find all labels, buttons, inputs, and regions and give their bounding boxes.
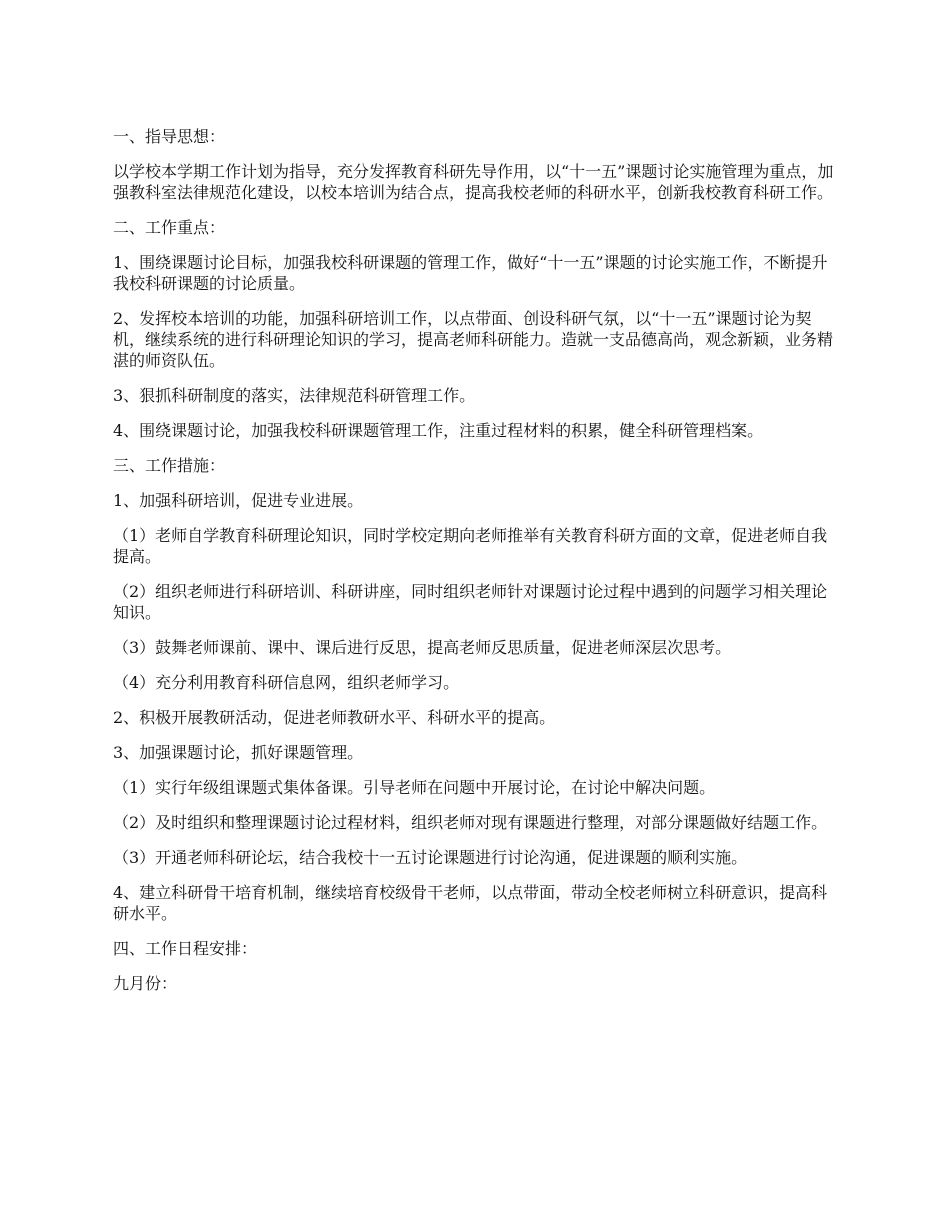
paragraph-measure-3-sub-2: （2）及时组织和整理课题讨论过程材料，组织老师对现有课题进行整理，对部分课题做好结题工作。 bbox=[113, 813, 828, 832]
paragraph-measure-2: 2、积极开展教研活动，促进老师教研水平、科研水平的提高。 bbox=[113, 708, 556, 727]
paragraph-focus-3: 3、狠抓科研制度的落实，法律规范科研管理工作。 bbox=[113, 386, 476, 405]
paragraph-measure-1-sub-3: （3）鼓舞老师课前、课中、课后进行反思，提高老师反思质量，促进老师深层次思考。 bbox=[113, 638, 732, 657]
paragraph-guiding-ideology: 以学校本学期工作计划为指导，充分发挥教育科研先导作用，以“十一五”课题讨论实施管理为重点，加强教科室法律规范化建设，以校本培训为结合点，提高我校老师的科研水平，创新我校教育科研工作。 bbox=[113, 162, 834, 202]
paragraph-measure-1: 1、加强科研培训，促进专业进展。 bbox=[113, 491, 364, 510]
section-heading-work-focus: 二、工作重点： bbox=[113, 218, 226, 237]
document-body bbox=[113, 126, 840, 1008]
paragraph-focus-4: 4、围绕课题讨论，加强我校科研课题管理工作，注重过程材料的积累，健全科研管理档案。 bbox=[113, 421, 764, 440]
paragraph-measure-4: 4、建立科研骨干培育机制，继续培育校级骨干老师，以点带面，带动全校老师树立科研意识，提高科研水平。 bbox=[113, 883, 828, 923]
section-heading-guiding-ideology: 一、指导思想： bbox=[113, 127, 226, 146]
paragraph-measure-3-sub-1: （1）实行年级组课题式集体备课。引导老师在问题中开展讨论，在讨论中解决问题。 bbox=[113, 778, 716, 797]
paragraph-focus-1: 1、围绕课题讨论目标，加强我校科研课题的管理工作，做好“十一五”课题的讨论实施工作，不断提升我校科研课题的讨论质量。 bbox=[113, 253, 828, 293]
paragraph-measure-3-sub-3: （3）开通老师科研论坛，结合我校十一五讨论课题进行讨论沟通，促进课题的顺利实施。 bbox=[113, 848, 748, 867]
paragraph-focus-2: 2、发挥校本培训的功能，加强科研培训工作，以点带面、创设科研气氛，以“十一五”课题讨论为契机，继续系统的进行科研理论知识的学习，提高老师科研能力。造就一支品德高尚，观念新颖，业务精湛的师资队伍。 bbox=[113, 309, 834, 370]
paragraph-september: 九月份： bbox=[113, 974, 178, 993]
paragraph-measure-1-sub-4: （4）充分利用教育科研信息网，组织老师学习。 bbox=[113, 673, 460, 692]
paragraph-measure-3: 3、加强课题讨论，抓好课题管理。 bbox=[113, 743, 364, 762]
section-heading-work-measures: 三、工作措施： bbox=[113, 456, 226, 475]
paragraph-measure-1-sub-1: （1）老师自学教育科研理论知识，同时学校定期向老师推举有关教育科研方面的文章，促进老师自我提高。 bbox=[113, 526, 828, 566]
section-heading-schedule: 四、工作日程安排： bbox=[113, 939, 258, 958]
paragraph-measure-1-sub-2: （2）组织老师进行科研培训、科研讲座，同时组织老师针对课题讨论过程中遇到的问题学习相关理论知识。 bbox=[113, 582, 828, 622]
